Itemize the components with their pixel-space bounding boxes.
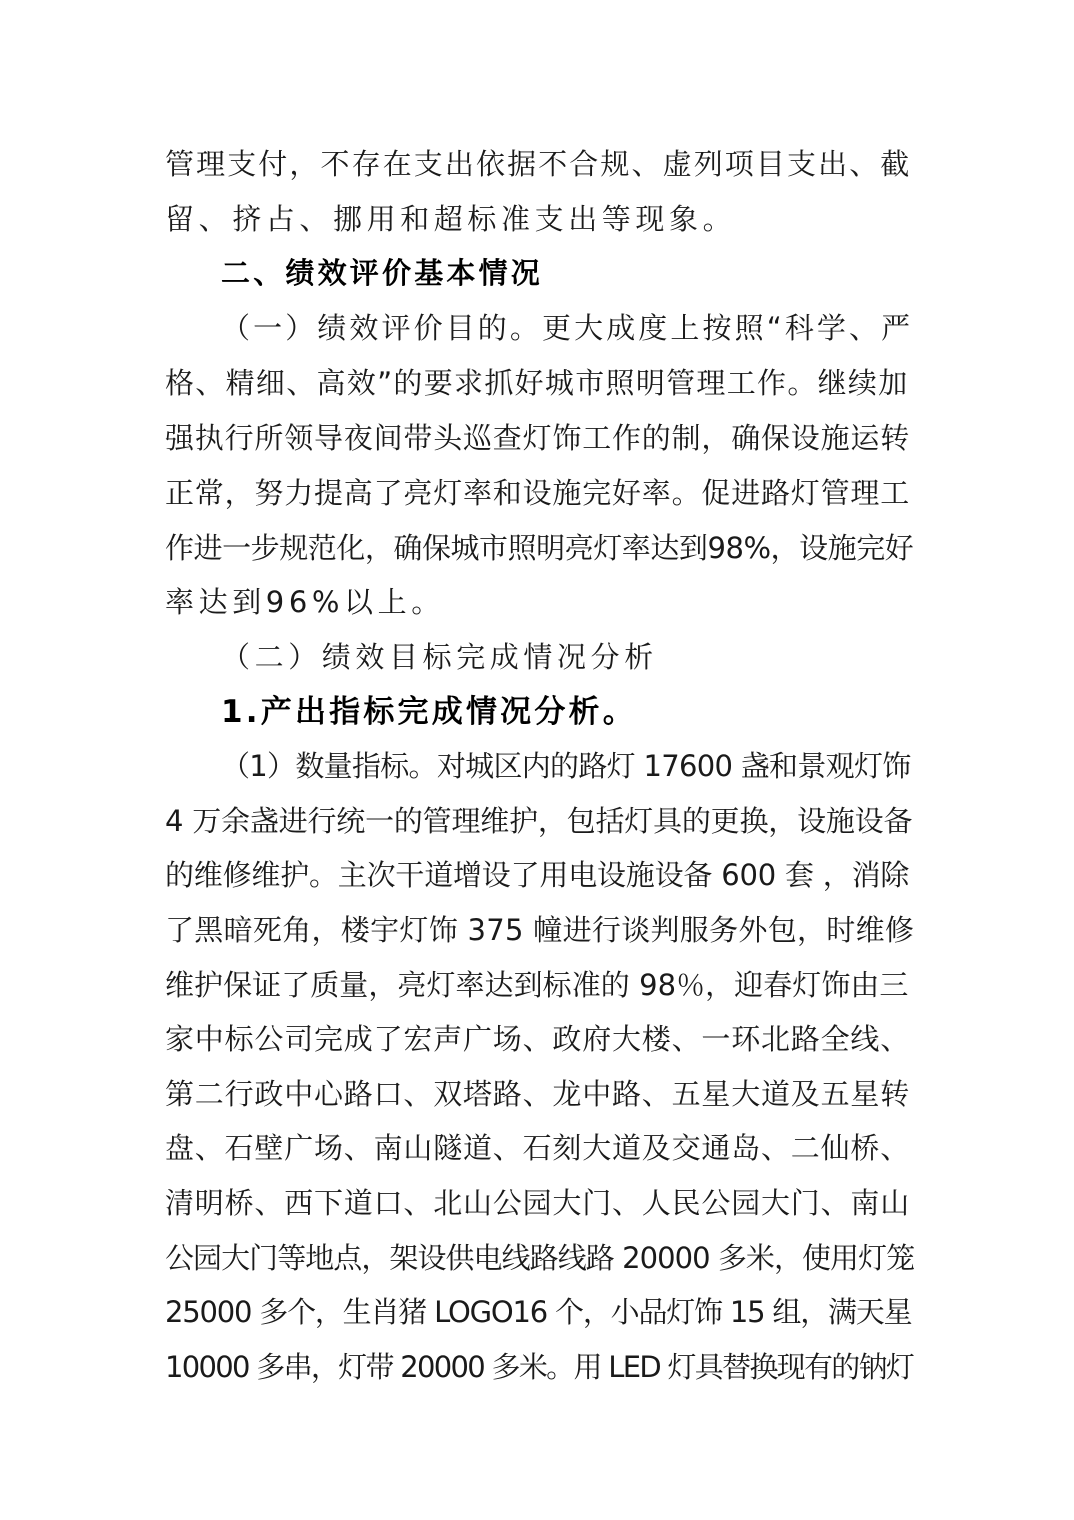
paragraph-line: 公园大门等地点，架设供电线路线路 20000 多米，使用灯笼 xyxy=(165,1241,915,1275)
paragraph-line: 了黑暗死角，楼宇灯饰 375 幢进行谈判服务外包，时维修 xyxy=(165,913,915,947)
paragraph-line: 强执行所领导夜间带头巡查灯饰工作的制，确保设施运转 xyxy=(165,421,911,455)
paragraph-line: 留、挤占、挪用和超标准支出等现象。 xyxy=(165,202,737,236)
paragraph-line: 率达到96%以上。 xyxy=(165,585,445,619)
paragraph-line: 第二行政中心路口、双塔路、龙中路、五星大道及五星转 xyxy=(165,1077,911,1111)
paragraph-line: 4 万余盏进行统一的管理维护，包括灯具的更换，设施设备 xyxy=(165,804,913,838)
paragraph-line: （1）数量指标。对城区内的路灯 17600 盏和景观灯饰 xyxy=(221,749,911,783)
paragraph-line: 格、精细、高效”的要求抓好城市照明管理工作。继续加 xyxy=(165,366,909,400)
paragraph-line: 的维修维护。主次干道增设了用电设施设备 600 套 ，消除 xyxy=(165,858,910,892)
paragraph-line: 盘、石壁广场、南山隧道、石刻大道及交通岛、二仙桥、 xyxy=(165,1131,911,1165)
paragraph-line: 正常，努力提高了亮灯率和设施完好率。促进路灯管理工 xyxy=(165,476,911,510)
paragraph-line: 维护保证了质量，亮灯率达到标准的 98％，迎春灯饰由三 xyxy=(165,968,909,1002)
paragraph-line: 25000 多个，生肖猪 LOGO16 个，小品灯饰 15 组，满天星 xyxy=(165,1295,912,1329)
paragraph-line: 10000 多串，灯带 20000 多米。用 LED 灯具替换现有的钠灯 xyxy=(165,1350,914,1384)
paragraph-line: （一）绩效评价目的。更大成度上按照“科学、严 xyxy=(221,311,914,345)
paragraph-line: 家中标公司完成了宏声广场、政府大楼、一环北路全线、 xyxy=(165,1022,911,1056)
paragraph-line: 管理支付，不存在支出依据不合规、虚列项目支出、截 xyxy=(165,147,912,181)
paragraph-line: 作进一步规范化，确保城市照明亮灯率达到98%，设施完好 xyxy=(165,531,914,565)
section-heading: 二、绩效评价基本情况 xyxy=(221,256,544,290)
subsection-heading: （二）绩效目标完成情况分析 xyxy=(221,640,658,674)
paragraph-line: 清明桥、西下道口、北山公园大门、人民公园大门、南山 xyxy=(165,1186,911,1220)
item-heading: 1.产出指标完成情况分析。 xyxy=(221,694,637,730)
